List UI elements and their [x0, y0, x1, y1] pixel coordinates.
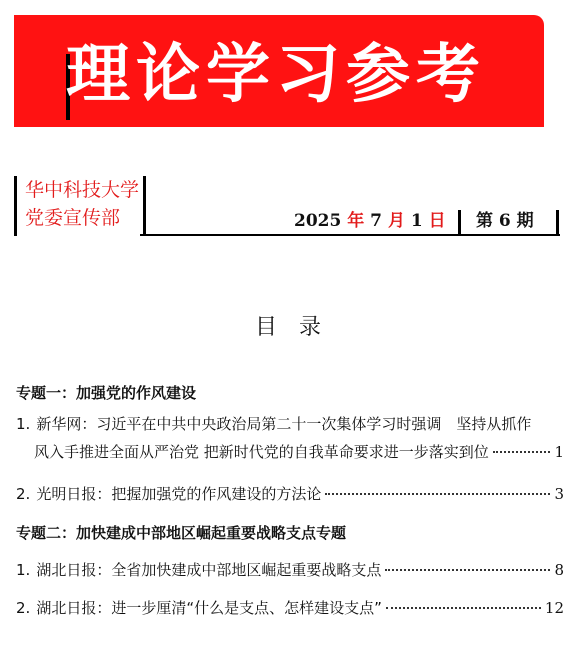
toc-entry-number: 2. — [16, 599, 31, 617]
toc-entry-page: 12 — [544, 599, 564, 617]
issue-divider-right — [556, 210, 559, 235]
date-month: 7 — [370, 211, 383, 231]
toc-entry-title: 湖北日报：进一步厘清“什么是支点、怎样建设支点” — [36, 599, 382, 617]
toc-entry-title: 光明日报：把握加强党的作风建设的方法论 — [36, 485, 322, 503]
date-month-unit: 月 — [387, 211, 405, 231]
date-day: 1 — [410, 211, 423, 231]
toc-entry[interactable] — [16, 594, 564, 622]
toc-entry-title-continued: 风入手推进全面从严治党 把新时代党的自我革命要求进一步落实到位 — [34, 443, 489, 461]
toc-title: 目录 — [254, 315, 343, 340]
issuer-department: 党委宣传部 — [25, 207, 121, 229]
issuer-box — [14, 176, 146, 236]
toc-entry-number: 2. — [16, 485, 31, 503]
publication-title: 理论学习参考 — [66, 38, 486, 112]
issue-number: 第 6 期 — [476, 211, 534, 231]
dot-leader — [386, 607, 541, 609]
toc-entry[interactable] — [16, 556, 564, 584]
toc-entry[interactable] — [16, 480, 564, 508]
toc-entry-number: 1. — [16, 561, 31, 579]
date-day-unit: 日 — [428, 211, 446, 231]
toc-entry-page: 1 — [554, 443, 564, 461]
toc-section-heading: 专题一：加强党的作风建设 — [16, 384, 197, 402]
dot-leader — [493, 451, 551, 453]
issue-date — [294, 208, 446, 234]
dot-leader — [385, 569, 550, 571]
issue-divider-left — [458, 210, 461, 235]
toc-entry-title: 新华网：习近平在中共中央政治局第二十一次集体学习时强调 坚持从抓作 — [36, 415, 532, 433]
toc-entry[interactable] — [16, 410, 564, 466]
header-rule — [140, 234, 560, 236]
issuer-university: 华中科技大学 — [25, 179, 140, 201]
date-year-unit: 年 — [347, 211, 365, 231]
toc-entry-title: 湖北日报：全省加快建成中部地区崛起重要战略支点 — [36, 561, 382, 579]
toc-entry-number: 1. — [16, 415, 31, 433]
toc-section-heading: 专题二：加快建成中部地区崛起重要战略支点专题 — [16, 524, 347, 542]
toc-entry-page: 3 — [554, 485, 564, 503]
date-year: 2025 — [294, 211, 342, 231]
toc-entry-page: 8 — [554, 561, 564, 579]
dot-leader — [325, 493, 550, 495]
